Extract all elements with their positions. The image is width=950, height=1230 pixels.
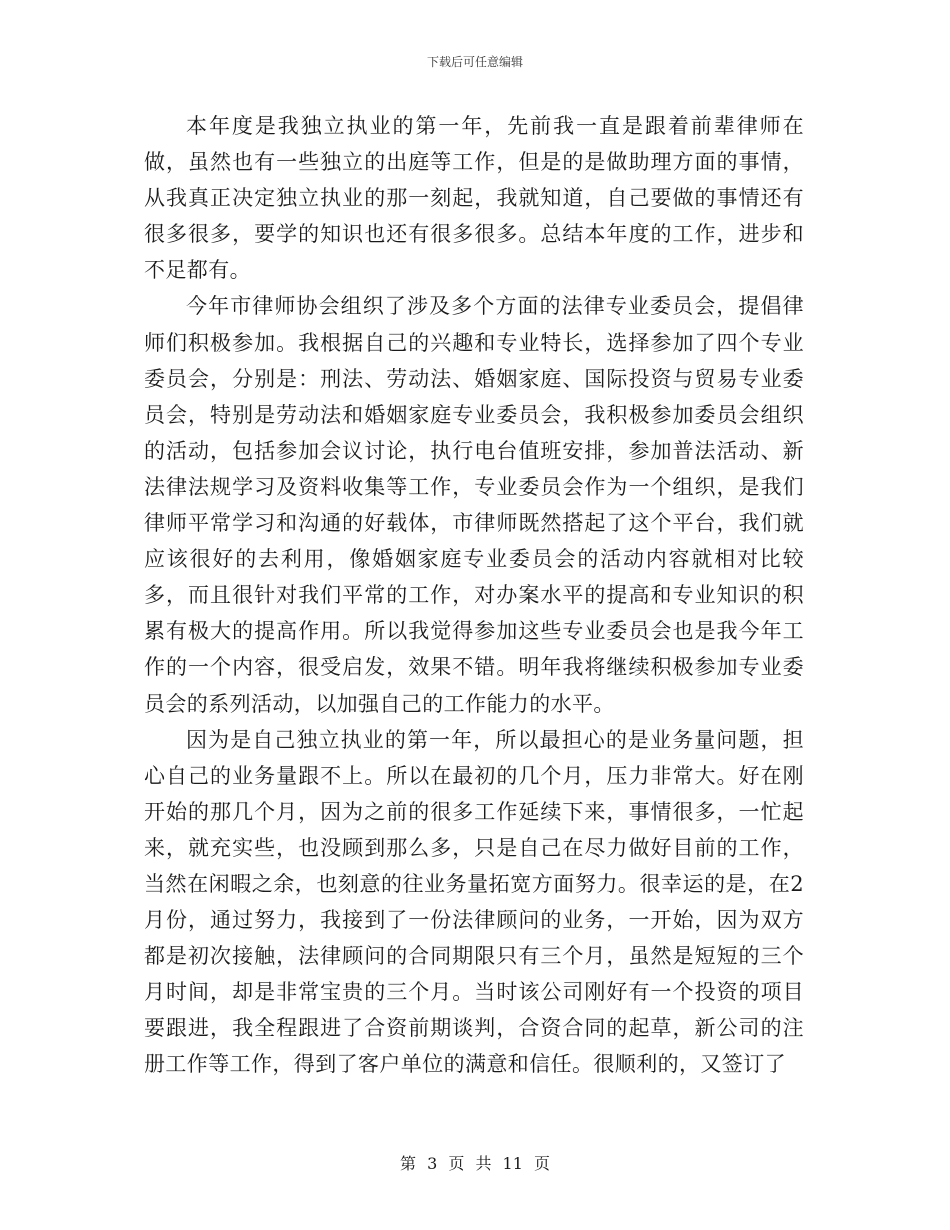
paragraph-3: 因为是自己独立执业的第一年，所以最担心的是业务量问题，担心自己的业务量跟不上。所以在最初的几个月，压力非常大。好在刚开始的那几个月，因为之前的很多工作延续下来，事情很多，一忙起来，就充实些，也没顾到那么多，只是自己在尽力做好目前的工作，当然在闲暇之余，也刻意的往业务量拓宽方面努力。很幸运的是，在2月份，通过努力，我接到了一份法律顾问的业务，一开始，因为双方都是初次接触，法律顾问的合同期限只有三个月，虽然是短短的三个月时间，却是非常宝贵的三个月。当时该公司刚好有一个投资的项目要跟进，我全程跟进了合资前期谈判，合资合同的起草，新公司的注册工作等工作，得到了客户单位的满意和信任。很顺利的，又签订了 <box>144 727 804 1077</box>
paragraph-2: 今年市律师协会组织了涉及多个方面的法律专业委员会，提倡律师们积极参加。我根据自己的兴趣和专业特长，选择参加了四个专业委员会，分别是：刑法、劳动法、婚姻家庭、国际投资与贸易专业委员会，特别是劳动法和婚姻家庭专业委员会，我积极参加委员会组织的活动，包括参加会议讨论，执行电台值班安排，参加普法活动、新法律法规学习及资料收集等工作，专业委员会作为一个组织，是我们律师平常学习和沟通的好载体，市律师既然搭起了这个平台，我们就应该很好的去利用，像婚姻家庭专业委员会的活动内容就相对比较多，而且很针对我们平常的工作，对办案水平的提高和专业知识的积累有极大的提高作用。所以我觉得参加这些专业委员会也是我今年工作的一个内容，很受启发，效果不错。明年我将继续积极参加专业委员会的系列活动，以加强自己的工作能力的水平。 <box>144 294 804 716</box>
document-body <box>144 108 804 1083</box>
page-header: 下载后可任意编辑 <box>426 55 523 69</box>
page-number-footer: 第 3 页 共 11 页 <box>400 1154 550 1173</box>
paragraph-1: 本年度是我独立执业的第一年，先前我一直是跟着前辈律师在做，虽然也有一些独立的出庭等工作，但是的是做助理方面的事情，从我真正决定独立执业的那一刻起，我就知道，自己要做的事情还有很多很多，要学的知识也还有很多很多。总结本年度的工作，进步和不足都有。 <box>144 114 804 283</box>
